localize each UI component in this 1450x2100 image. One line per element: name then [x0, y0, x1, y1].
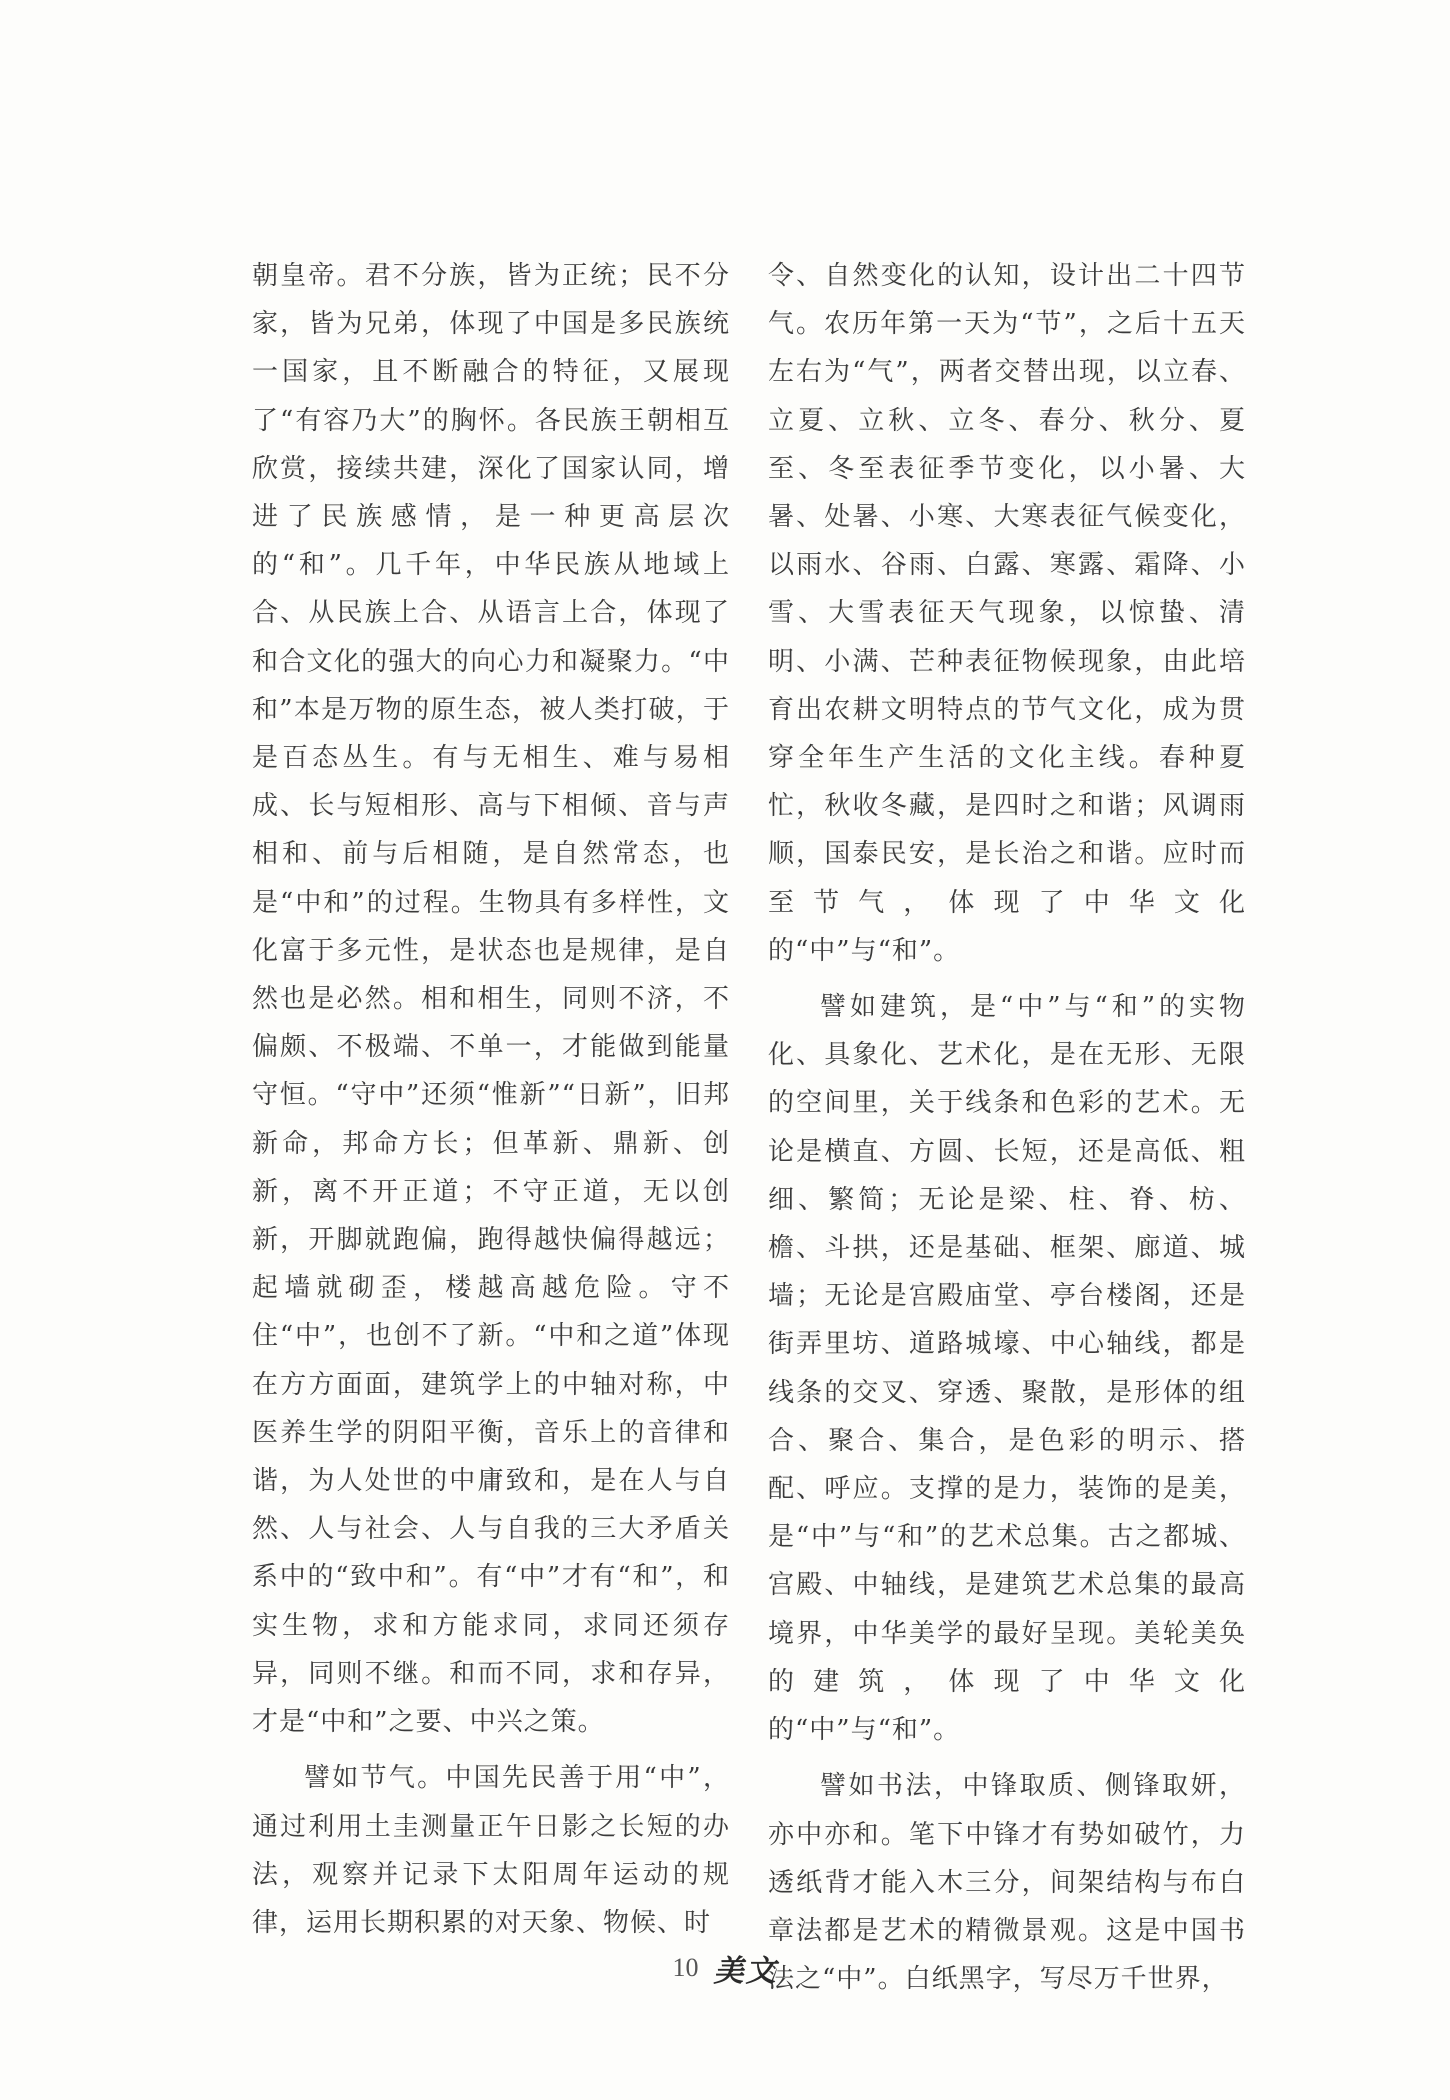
page-number: 10 [672, 1953, 699, 1982]
paragraph-continued: 朝皇帝。君不分族，皆为正统；民不分家，皆为兄弟，体现了中国是多民族统一国家，且不断融合的特征，又展现了“有容乃大”的胸怀。各民族王朝相互欣赏，接续共建，深化了国家认同，增进了民族感情，是一种更高层次的“和”。几千年，中华民族从地域上合、从民族上合、从语言上合，体现了和合文化的强大的向心力和凝聚力。“中和”本是万物的原生态，被人类打破，于是百态丛生。有与无相生、难与易相成、长与短相形、高与下相倾、音与声相和、前与后相随，是自然常态，也是“中和”的过程。生物具有多样性，文化富于多元性，是状态也是规律，是自然也是必然。相和相生，同则不济，不偏颇、不极端、不单一，才能做到能量守恒。“守中”还须“惟新”“日新”，旧邦新命，邦命方长；但革新、鼎新、创新，离不开正道；不守正道，无以创新，开脚就跑偏，跑得越快偏得越远；起墙就砌歪，楼越高越危险。守不住“中”，也创不了新。“中和之道”体现在方方面面，建筑学上的中轴对称，中医养生学的阴阳平衡，音乐上的音律和谐，为人处世的中庸致和，是在人与自然、人与社会、人与自我的三大矛盾关系中的“致中和”。有“中”才有“和”，和实生物，求和方能求同，求同还须存异，同则不继。和而不同，求和存异，才是“中和”之要、中兴之策。 [252, 261, 730, 1738]
paragraph-solar-terms-continued: 令、自然变化的认知，设计出二十四节气。农历年第一天为“节”，之后十五天左右为“气”，两者交替出现，以立春、立夏、立秋、立冬、春分、秋分、夏至、冬至表征季节变化，以小暑、大暑、处暑、小寒、大寒表征气候变化，以雨水、谷雨、白露、寒露、霜降、小雪、大雪表征天气现象，以惊蛰、清明、小满、芒种表征物候现象，由此培育出农耕文明特点的节气文化，成为贯穿全年生产生活的文化主线。春种夏忙，秋收冬藏，是四时之和谐；风调雨顺，国泰民安，是长治之和谐。应时而至节气，体现了中华文化的“中”与“和”。 [768, 261, 1246, 966]
paragraph-calligraphy: 譬如书法，中锋取质、侧锋取妍，亦中亦和。笔下中锋才有势如破竹，力透纸背才能入木三分，间架结构与布白章法都是艺术的精微景观。这是中国书法之“中”。白纸黑字，写尽万千世界， [768, 1771, 1246, 1995]
paragraph-solar-terms: 譬如节气。中国先民善于用“中”，通过利用土圭测量正午日影之长短的办法，观察并记录下太阳周年运动的规律，运用长期积累的对天象、物候、时 [252, 1763, 730, 1938]
page-footer [0, 1946, 1450, 1990]
paragraph-architecture: 譬如建筑，是“中”与“和”的实物化、具象化、艺术化，是在无形、无限的空间里，关于线条和色彩的艺术。无论是横直、方圆、长短，还是高低、粗细、繁简；无论是梁、柱、脊、枋、檐、斗拱，还是基础、框架、廊道、城墙；无论是宫殿庙堂、亭台楼阁，还是街弄里坊、道路城壕、中心轴线，都是线条的交叉、穿透、聚散，是形体的组合、聚合、集合，是色彩的明示、搭配、呼应。支撑的是力，装饰的是美，是“中”与“和”的艺术总集。古之都城、宫殿、中轴线，是建筑艺术总集的最高境界，中华美学的最好呈现。美轮美奂的建筑，体现了中华文化的“中”与“和”。 [768, 992, 1246, 1746]
right-text-column [768, 252, 1246, 2003]
magazine-logo: 美文 [713, 1954, 778, 1989]
left-text-column [252, 252, 730, 1947]
